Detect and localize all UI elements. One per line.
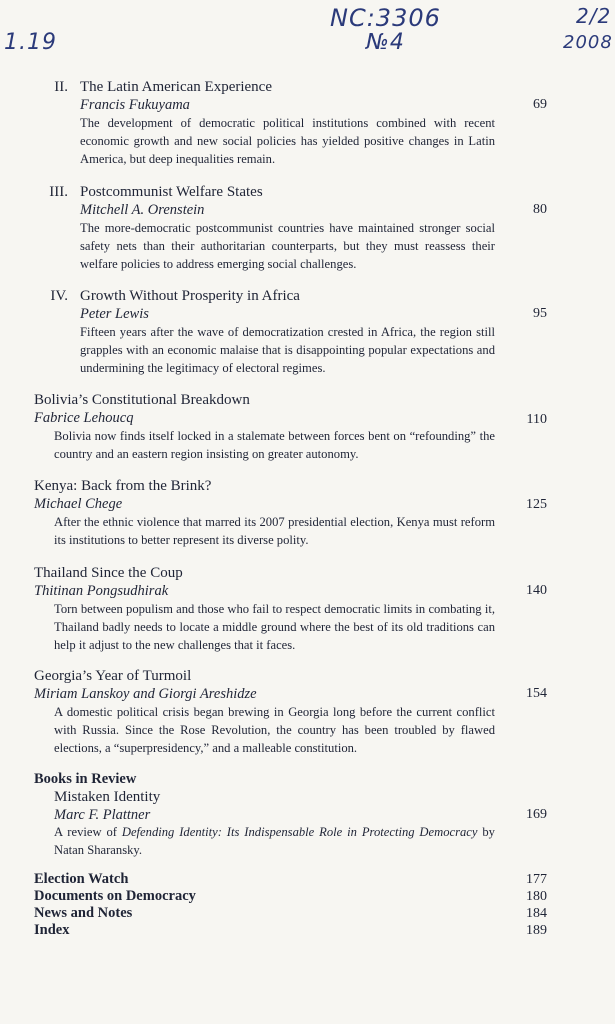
back-matter-page: 189 [526, 923, 547, 938]
article-description: Bolivia now finds itself locked in a stalemate between forces bent on “refounding” the country and an eastern region insisting on greater autonomy. [54, 429, 495, 461]
back-matter-label[interactable]: Documents on Democracy [34, 888, 196, 904]
article-description: Torn between populism and those who fail to respect democratic limits in combating it, Thailand badly needs to locate a middle ground where the best of its old traditions can help it adjust to the new challenges that it faces. [54, 602, 495, 652]
section-numeral: III. [49, 184, 68, 200]
back-matter-page: 180 [526, 889, 547, 904]
article-author: Miriam Lanskoy and Giorgi Areshidze [34, 686, 257, 702]
back-matter-row-documents [0, 888, 615, 905]
section-title[interactable]: Growth Without Prosperity in Africa [80, 288, 300, 304]
back-matter-label[interactable]: Election Watch [34, 871, 129, 887]
article-page-number: 110 [526, 412, 547, 427]
review-description [54, 823, 495, 859]
back-matter-row-election-watch [0, 871, 615, 888]
article-title[interactable]: Bolivia’s Constitutional Breakdown [34, 392, 250, 408]
section-description: Fifteen years after the wave of democratization crested in Africa, the region still grapples with an economic malaise that is disappointing popular expectations and undermining the legitimacy of electoral regimes. [80, 325, 495, 375]
article-author: Thitinan Pongsudhirak [34, 583, 169, 599]
article-page-number: 140 [526, 583, 547, 598]
article-author: Michael Chege [34, 496, 123, 512]
article-description: After the ethnic violence that marred its 2007 presidential election, Kenya must reform its institutions to better represent its diverse polity. [54, 515, 495, 547]
section-author: Mitchell A. Orenstein [80, 202, 205, 218]
article-page-number: 125 [526, 497, 547, 512]
handwritten-date-top: 2/2 [576, 4, 612, 28]
back-matter-label[interactable]: News and Notes [34, 905, 133, 921]
section-title[interactable]: Postcommunist Welfare States [80, 184, 263, 200]
handwritten-date-year: 2008 [563, 32, 613, 53]
books-in-review-heading[interactable]: Books in Review [34, 771, 137, 787]
section-author: Francis Fukuyama [80, 97, 190, 113]
back-matter-row-index [0, 922, 615, 939]
section-description: The development of democratic political institutions combined with recent economic growth and new social policies has yielded positive changes in Latin America, but deep inequalities remain. [80, 116, 495, 166]
back-matter-row-news [0, 905, 615, 922]
article-author: Fabrice Lehoucq [34, 410, 134, 426]
section-author: Peter Lewis [80, 306, 149, 322]
section-numeral: II. [54, 79, 68, 95]
section-page-number: 95 [533, 306, 547, 321]
toc-back-matter [0, 871, 615, 939]
article-title[interactable]: Thailand Since the Coup [34, 565, 183, 581]
review-book-title: Defending Identity: Its Indispensable Role in Protecting Democracy [121, 825, 478, 839]
back-matter-label[interactable]: Index [34, 922, 70, 938]
review-desc-prefix: A review of [54, 825, 122, 839]
review-page-number: 169 [526, 807, 547, 822]
article-page-number: 154 [526, 686, 547, 701]
review-author: Marc F. Plattner [54, 807, 151, 823]
handwritten-issue-number: №4 [366, 30, 405, 55]
handwritten-volume-note: 1.19 [4, 30, 57, 55]
section-page-number: 80 [533, 202, 547, 217]
article-title[interactable]: Georgia’s Year of Turmoil [34, 668, 192, 684]
section-description: The more-democratic postcommunist countries have maintained stronger social safety nets than their authoritarian counterparts, but they must reassess their welfare policies to address emerging social challenges. [80, 221, 495, 271]
back-matter-page: 184 [526, 906, 547, 921]
back-matter-page: 177 [526, 872, 547, 887]
section-title[interactable]: The Latin American Experience [80, 79, 272, 95]
review-desc-suffix: by Natan Sharansky. [54, 825, 495, 857]
section-numeral: IV. [50, 288, 68, 304]
review-title[interactable]: Mistaken Identity [54, 789, 161, 805]
article-title[interactable]: Kenya: Back from the Brink? [34, 478, 212, 494]
section-page-number: 69 [533, 97, 547, 112]
article-description: A domestic political crisis began brewing in Georgia long before the current conflict with Russia. Since the Rose Revolution, the country has been troubled by flawed elections, a “superpresidency,” and a malleable constitution. [54, 705, 495, 755]
handwritten-catalog-number: NC:3306 [330, 4, 441, 32]
